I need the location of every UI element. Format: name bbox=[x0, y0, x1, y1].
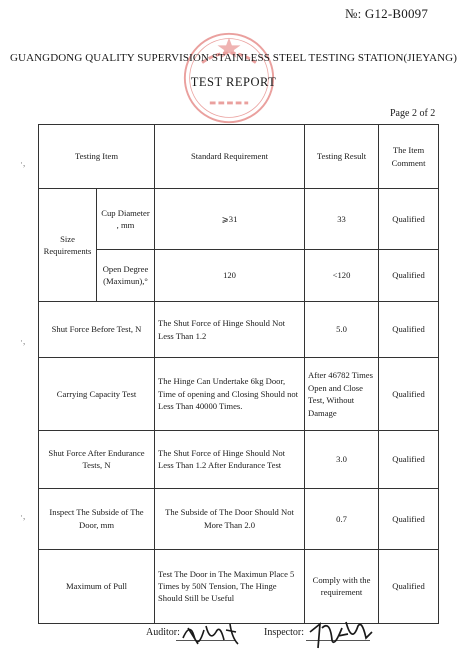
column-header: The Item Comment bbox=[379, 125, 439, 189]
report-number: №: G12-B0097 bbox=[345, 6, 429, 21]
table-row bbox=[39, 430, 439, 488]
standard-cell: The Subside of The Door Should Not More Than 2.0 bbox=[155, 489, 305, 549]
item-cell: Maximum of Pull bbox=[39, 549, 155, 624]
standard-cell: ⩾31 bbox=[155, 189, 305, 249]
report-title: TEST REPORT bbox=[190, 75, 277, 89]
standard-cell: The Shut Force of Hinge Should Not Less Than 1.2 After Endurance Test bbox=[155, 430, 305, 488]
inspector-signature bbox=[308, 618, 374, 652]
result-cell: Comply with the requirement bbox=[305, 549, 379, 624]
test-results-table bbox=[38, 124, 439, 624]
table-row bbox=[39, 549, 439, 624]
binder-hole-mark: ·, bbox=[20, 158, 26, 168]
auditor-label: Auditor: bbox=[146, 627, 180, 638]
column-header: Testing Result bbox=[305, 125, 379, 189]
inspector-label: Inspector: bbox=[264, 627, 304, 638]
result-cell: <120 bbox=[305, 249, 379, 301]
sub-item-cell: Open Degree (Maximun),° bbox=[97, 249, 155, 301]
result-cell: 5.0 bbox=[305, 302, 379, 358]
comment-cell: Qualified bbox=[379, 358, 439, 430]
table-row bbox=[39, 358, 439, 430]
testing-station-name: GUANGDONG QUALITY SUPERVISION STAINLESS STEEL TESTING STATION(JIEYANG) bbox=[10, 52, 457, 64]
comment-cell: Qualified bbox=[379, 249, 439, 301]
table-row bbox=[39, 189, 439, 249]
group-cell: Size Requirements bbox=[39, 189, 97, 302]
standard-cell: 120 bbox=[155, 249, 305, 301]
item-cell: Carrying Capacity Test bbox=[39, 358, 155, 430]
column-header: Testing Item bbox=[39, 125, 155, 189]
table-header-row bbox=[39, 125, 439, 189]
comment-cell: Qualified bbox=[379, 430, 439, 488]
comment-cell: Qualified bbox=[379, 302, 439, 358]
table-row bbox=[39, 489, 439, 549]
item-cell: Shut Force Before Test, N bbox=[39, 302, 155, 358]
binder-hole-mark: ·, bbox=[20, 511, 26, 521]
result-cell: 33 bbox=[305, 189, 379, 249]
comment-cell: Qualified bbox=[379, 549, 439, 624]
result-cell: 3.0 bbox=[305, 430, 379, 488]
table-row bbox=[39, 302, 439, 358]
result-cell: 0.7 bbox=[305, 489, 379, 549]
standard-cell: The Shut Force of Hinge Should Not Less Than 1.2 bbox=[155, 302, 305, 358]
comment-cell: Qualified bbox=[379, 189, 439, 249]
item-cell: Shut Force After Endurance Tests, N bbox=[39, 430, 155, 488]
binder-hole-mark: ·, bbox=[20, 336, 26, 346]
item-cell: Inspect The Subside of The Door, mm bbox=[39, 489, 155, 549]
sub-item-cell: Cup Diameter , mm bbox=[97, 189, 155, 249]
comment-cell: Qualified bbox=[379, 489, 439, 549]
page-number: Page 2 of 2 bbox=[390, 108, 436, 119]
result-cell: After 46782 Times Open and Close Test, Without Damage bbox=[305, 358, 379, 430]
standard-cell: Test The Door in The Maximun Place 5 Times by 50N Tension, The Hinge Should Still be Useful bbox=[155, 549, 305, 624]
column-header: Standard Requirement bbox=[155, 125, 305, 189]
standard-cell: The Hinge Can Undertake 6kg Door, Time of opening and Closing Should not Less Than 40000 Times. bbox=[155, 358, 305, 430]
table-row bbox=[39, 249, 439, 301]
auditor-signature bbox=[180, 618, 242, 650]
